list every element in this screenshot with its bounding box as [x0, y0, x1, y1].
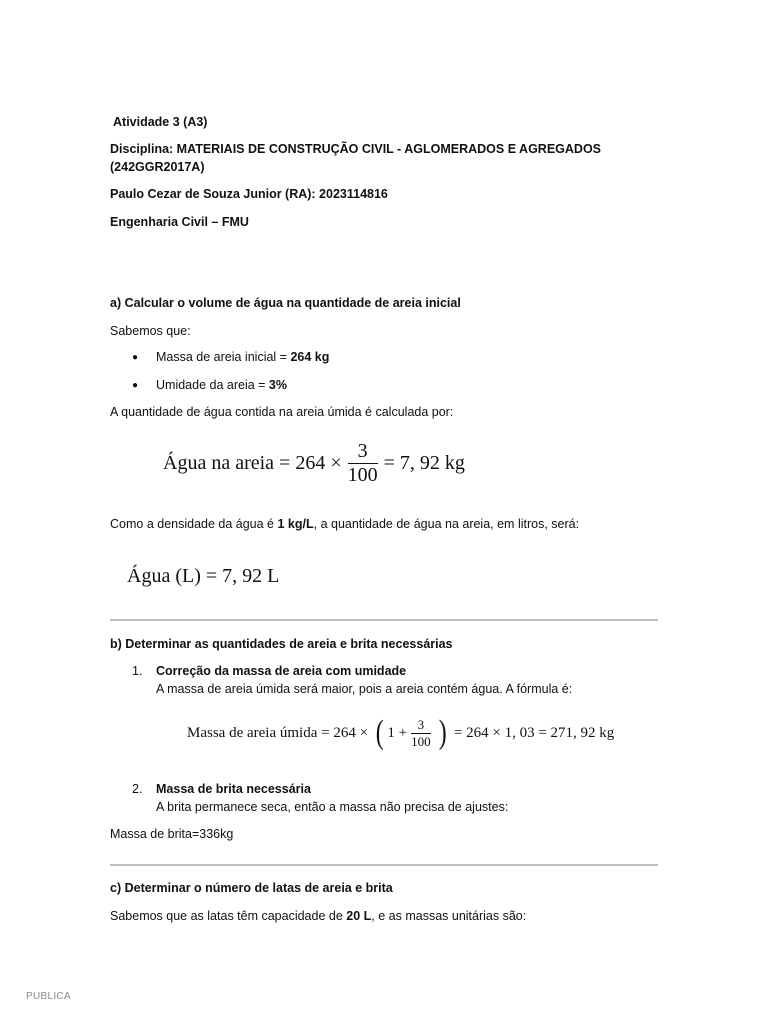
equation-water-liters: Água (L) = 7, 92 L [127, 565, 280, 587]
list-item: Umidade da areia = 3% [156, 378, 287, 392]
discipline-line-1: Disciplina: MATERIAIS DE CONSTRUÇÃO CIVIL - AGLOMERADOS E AGREGADOS [110, 142, 602, 156]
list-number: 1. [132, 664, 143, 678]
section-c-title: c) Determinar o número de latas de areia e brita [110, 881, 393, 895]
equation-wet-sand-mass: Massa de areia úmida = 264 × ( 1 + $\frac{3}{100}$ ) = 264 × 1, 03 = 271, 92 kg [187, 714, 615, 751]
left-paren: ( [375, 714, 384, 751]
section-a-intro: Sabemos que: [110, 324, 191, 338]
brita-mass: Massa de brita=336kg [110, 827, 234, 841]
discipline-line-2: (242GGR2017A) [110, 160, 205, 174]
calc-text: A quantidade de água contida na areia úmida é calculada por: [110, 405, 454, 419]
bullet-dot: ● [132, 380, 139, 391]
section-b-title: b) Determinar as quantidades de areia e brita necessárias [110, 637, 453, 651]
section-a-title: a) Calcular o volume de água na quantidade de areia inicial [110, 296, 461, 310]
fraction: $\frac{3}{100}$ [347, 440, 378, 486]
section-c-text: Sabemos que as latas têm capacidade de 20 L, e as massas unitárias são: [110, 909, 527, 923]
item-1-title: Correção da massa de areia com umidade [156, 664, 407, 678]
right-paren: ) [438, 714, 447, 751]
divider [110, 619, 658, 621]
course-name: Engenharia Civil – FMU [110, 215, 249, 229]
item-2-title: Massa de brita necessária [156, 782, 311, 796]
item-2-text: A brita permanece seca, então a massa não precisa de ajustes: [156, 800, 509, 814]
list-item: Massa de areia inicial = 264 kg [156, 350, 330, 364]
item-1-text: A massa de areia úmida será maior, pois a areia contém água. A fórmula é: [156, 682, 573, 696]
fraction: $\frac{3}{100}$ [411, 716, 431, 749]
list-number: 2. [132, 782, 143, 796]
divider [110, 864, 658, 866]
density-text: Como a densidade da água é 1 kg/L, a quantidade de água na areia, em litros, será: [110, 517, 580, 531]
student-name: Paulo Cezar de Souza Junior (RA): 2023114816 [110, 187, 388, 201]
classification-label: PUBLICA [26, 991, 71, 1002]
equation-water-in-sand: Água na areia = 264 × $\frac{3}{100}$ = 7, 92 kg [163, 440, 465, 486]
bullet-dot: ● [132, 352, 139, 363]
activity-title: Atividade 3 (A3) [113, 115, 208, 129]
